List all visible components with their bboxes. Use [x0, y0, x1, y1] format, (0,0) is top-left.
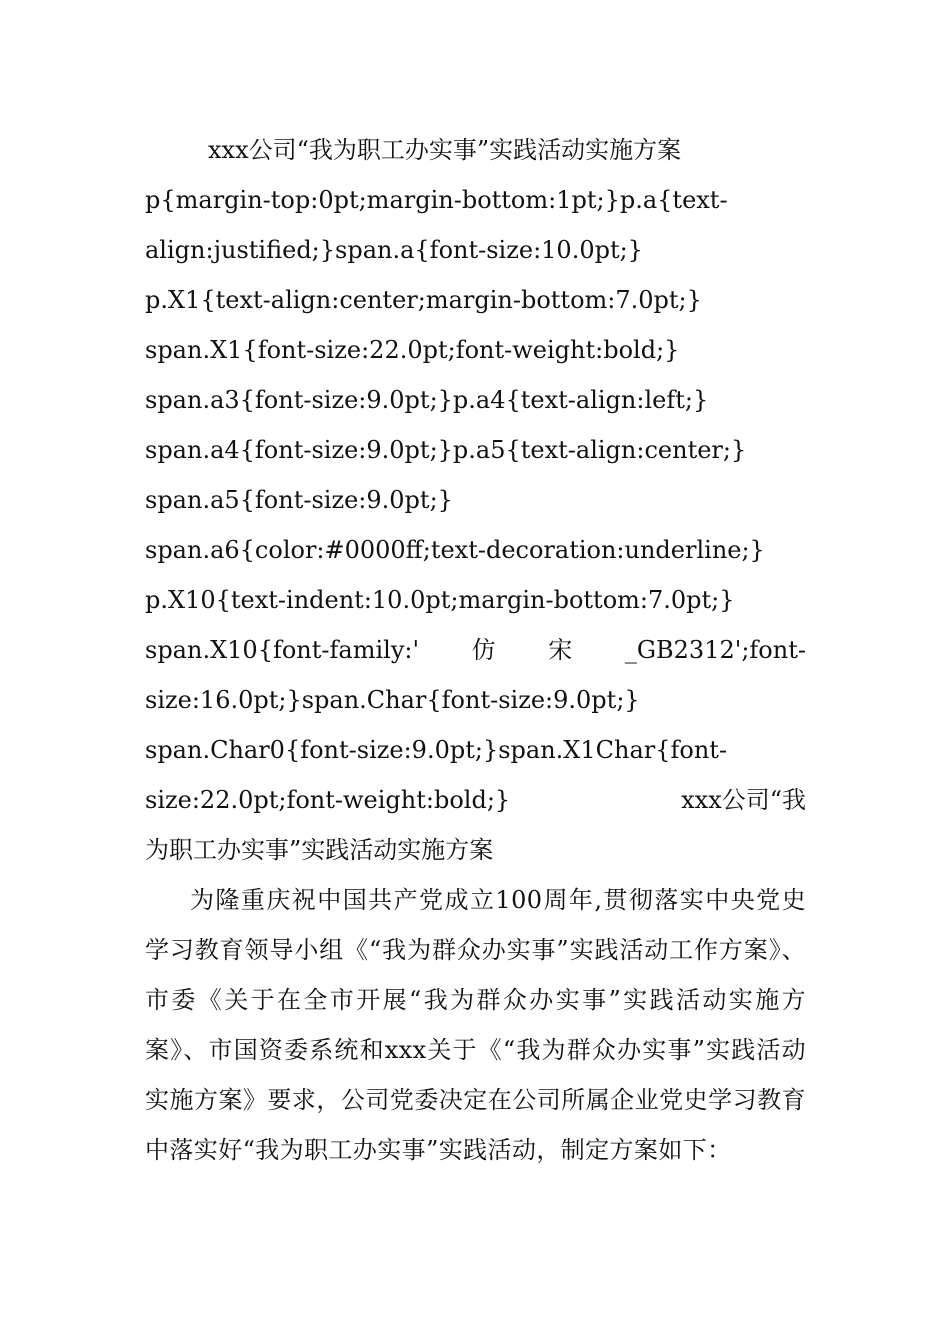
css-text-line: span.X1{font-size:22.0pt;font-weight:bold;} [145, 336, 680, 364]
title-continuation: 为职工办实事”实践活动实施方案 [145, 836, 494, 864]
css-text-line: align:justified;}span.a{font-size:10.0pt;} [145, 236, 643, 264]
font-family-part: 仿 [471, 636, 496, 664]
font-family-part: 宋 [548, 636, 573, 664]
css-text-line: p{margin-top:0pt;margin-bottom:1pt;}p.a{text- [145, 186, 728, 214]
document-body [145, 125, 806, 1175]
css-text-line: span.a5{font-size:9.0pt;} [145, 486, 453, 514]
css-tail-line [145, 775, 806, 825]
css-text-line: size:16.0pt;}span.Char{font-size:9.0pt;} [145, 686, 640, 714]
css-text-line: span.a3{font-size:9.0pt;}p.a4{text-align:left;} [145, 386, 709, 414]
font-family-part: _GB2312';font- [624, 636, 806, 664]
css-text-line: p.X1{text-align:center;margin-bottom:7.0pt;} [145, 286, 702, 314]
css-text-line: p.X10{text-indent:10.0pt;margin-bottom:7.0pt;} [145, 586, 735, 614]
css-tail-right: xxx公司“我 [681, 786, 806, 814]
css-text-line: span.Char0{font-size:9.0pt;}span.X1Char{font- [145, 736, 728, 764]
font-family-line [145, 625, 806, 675]
document-title: xxx公司“我为职工办实事”实践活动实施方案 [208, 136, 682, 164]
css-text-line: span.a4{font-size:9.0pt;}p.a5{text-align:center;} [145, 436, 747, 464]
css-tail-left: size:22.0pt;font-weight:bold;} [145, 786, 511, 814]
body-paragraph: 为隆重庆祝中国共产党成立100周年,贯彻落实中央党史学习教育领导小组《“我为群众办实事”实践活动工作方案》、市委《关于在全市开展“我为群众办实事”实践活动实施方案》、市国资委系统和xxx关于《“我为群众办实事”实践活动实施方案》要求，公司党委决定在公司所属企业党史学习教育中落实好“我为职工办实事”实践活动，制定方案如下： [145, 886, 806, 1164]
css-text-line: span.a6{color:#0000ff;text-decoration:underline;} [145, 536, 765, 564]
font-family-part: span.X10{font-family:' [145, 636, 420, 664]
